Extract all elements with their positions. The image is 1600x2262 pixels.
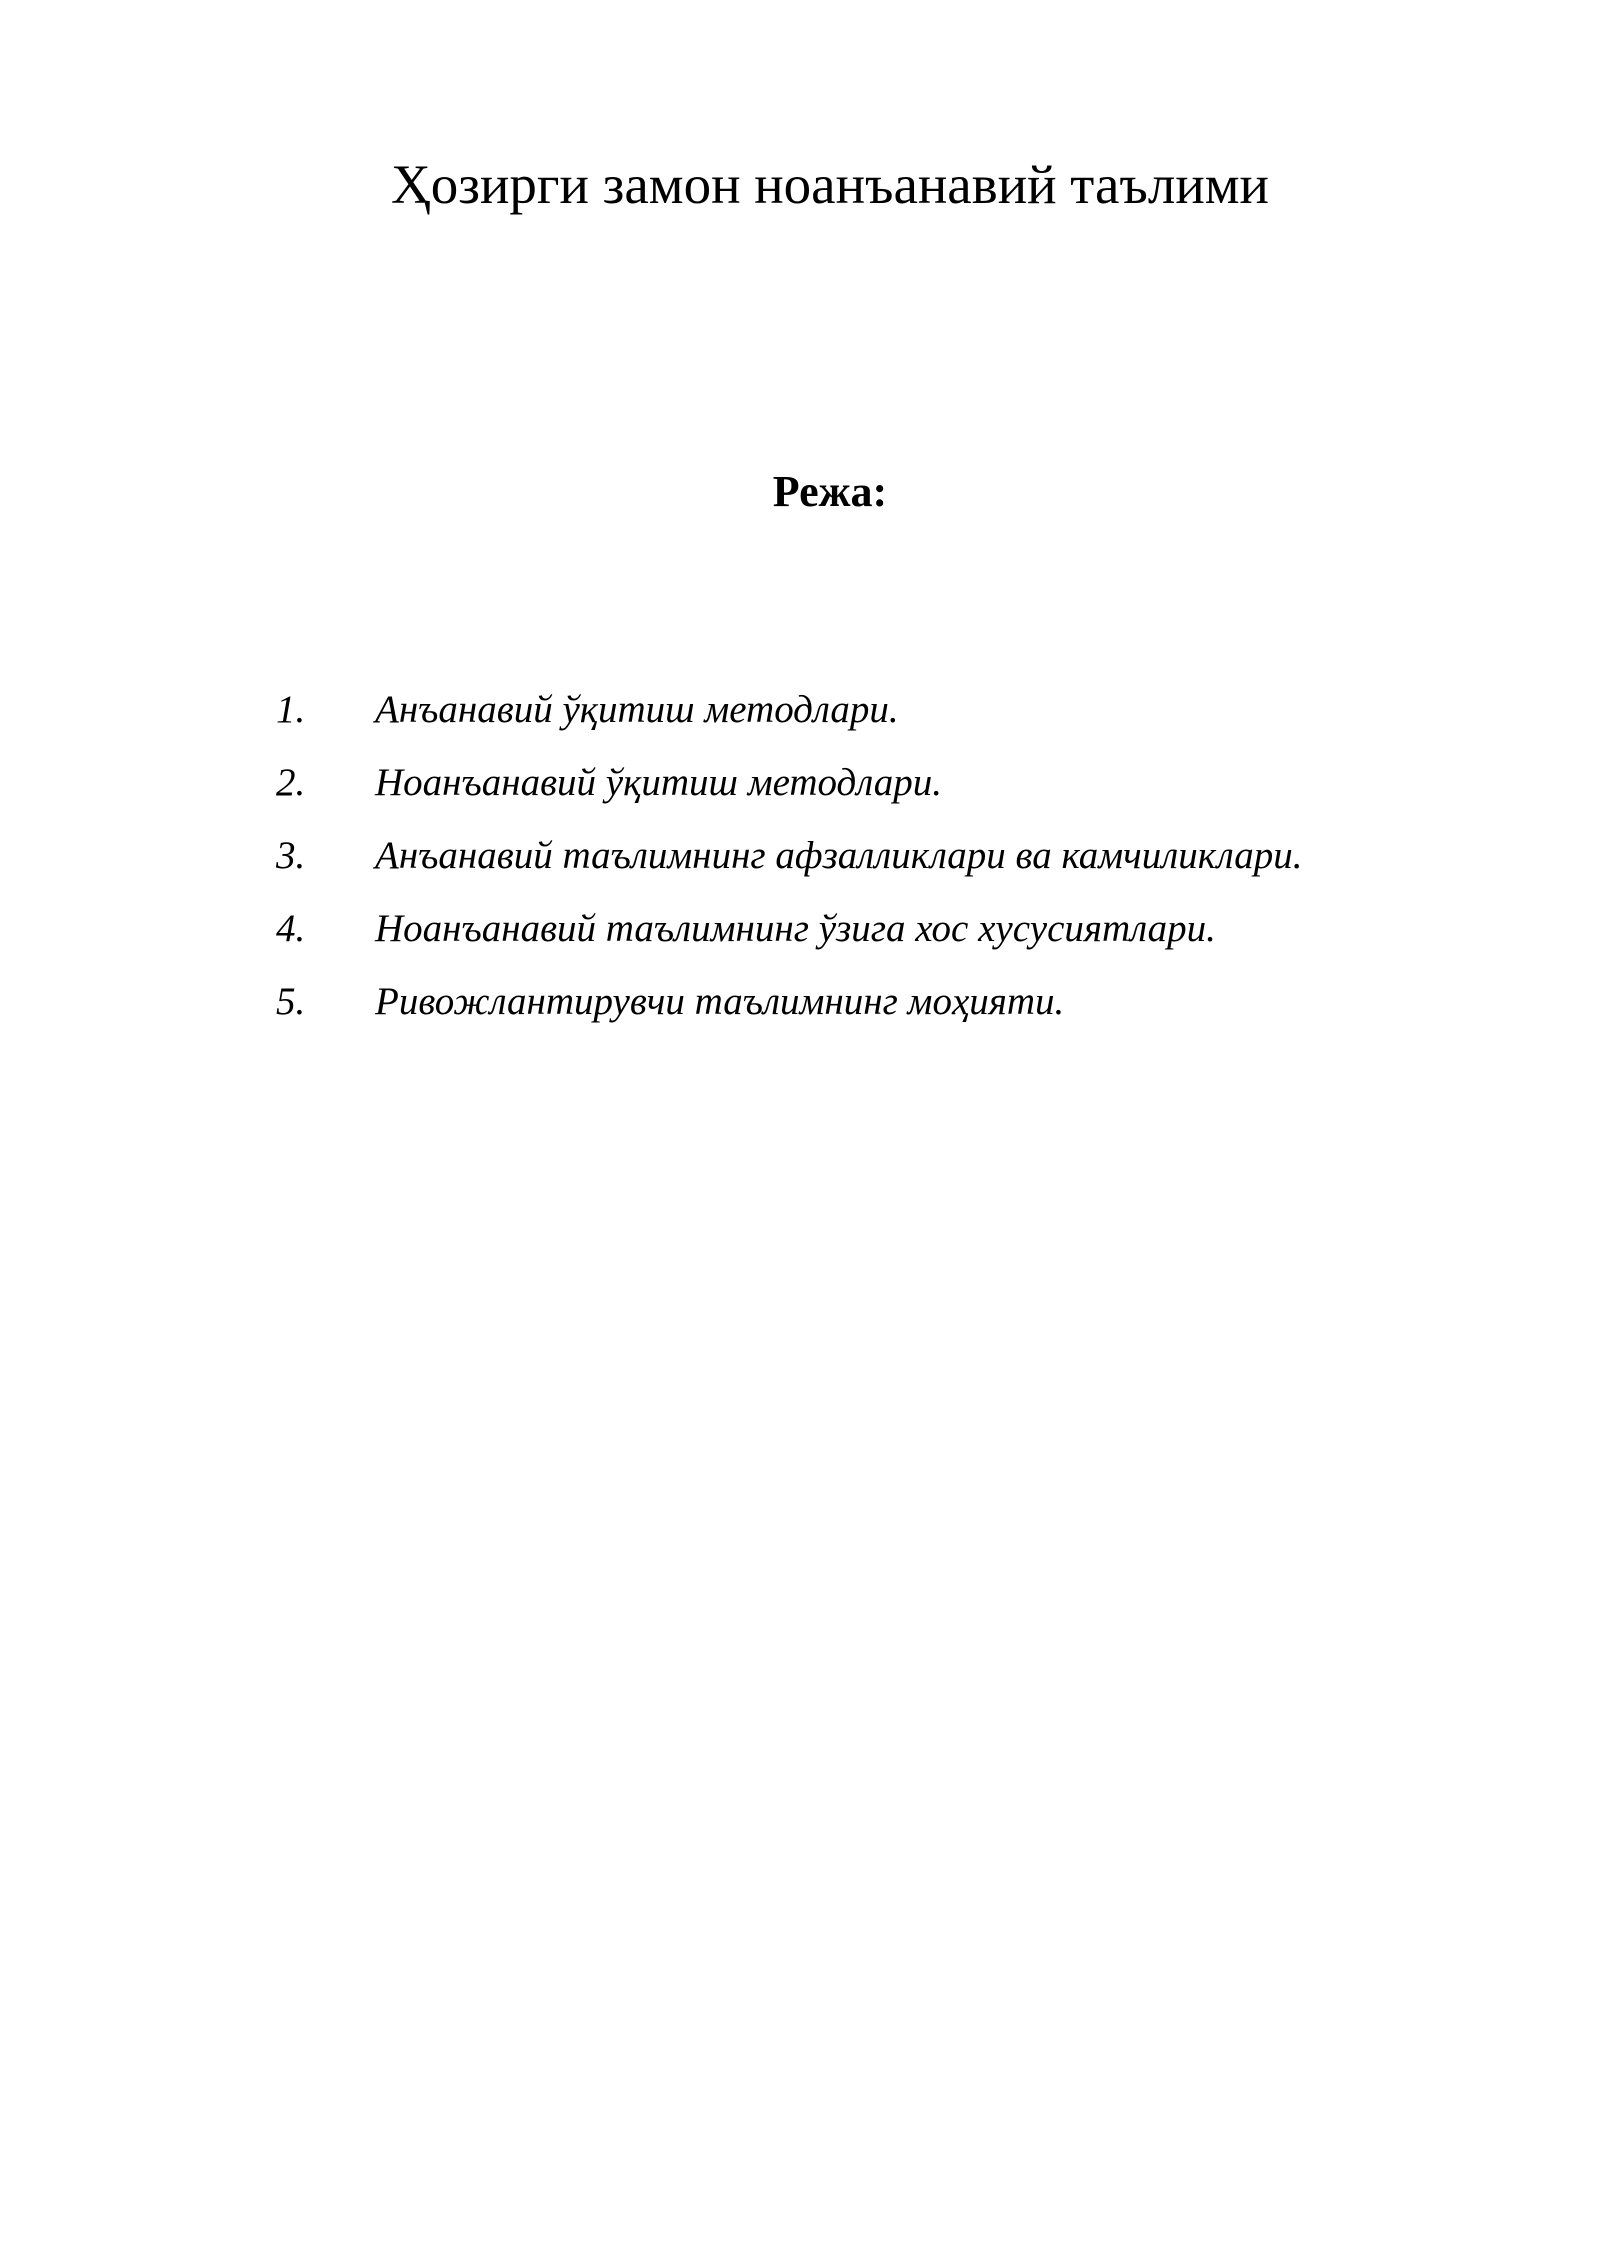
plan-item-number: 4.	[276, 907, 306, 950]
plan-item-text: Анъанавий таълимнинг афзалликлари ва камчиликлари.	[375, 834, 1303, 877]
plan-item-text: Анъанавий ўқитиш методлари.	[375, 688, 899, 731]
plan-heading: Режа:	[772, 467, 888, 516]
plan-item-text: Ноанъанавий ўқитиш методлари.	[375, 761, 942, 804]
plan-item-number: 1.	[276, 688, 306, 731]
plan-item	[276, 978, 1516, 1051]
plan-item-text: Ноанъанавий таълимнинг ўзига хос хусусиятлари.	[375, 907, 1216, 950]
plan-list	[276, 686, 1516, 1051]
plan-item	[276, 686, 1516, 759]
plan-item-number: 2.	[276, 761, 306, 804]
plan-item	[276, 905, 1516, 978]
plan-item-number: 5.	[276, 980, 306, 1023]
document-title: Ҳозирги замон ноанъанавий таълими	[391, 154, 1269, 215]
plan-item	[276, 832, 1516, 905]
plan-item-text: Ривожлантирувчи таълимнинг моҳияти.	[375, 980, 1065, 1023]
plan-item-number: 3.	[276, 834, 306, 877]
plan-item	[276, 759, 1516, 832]
